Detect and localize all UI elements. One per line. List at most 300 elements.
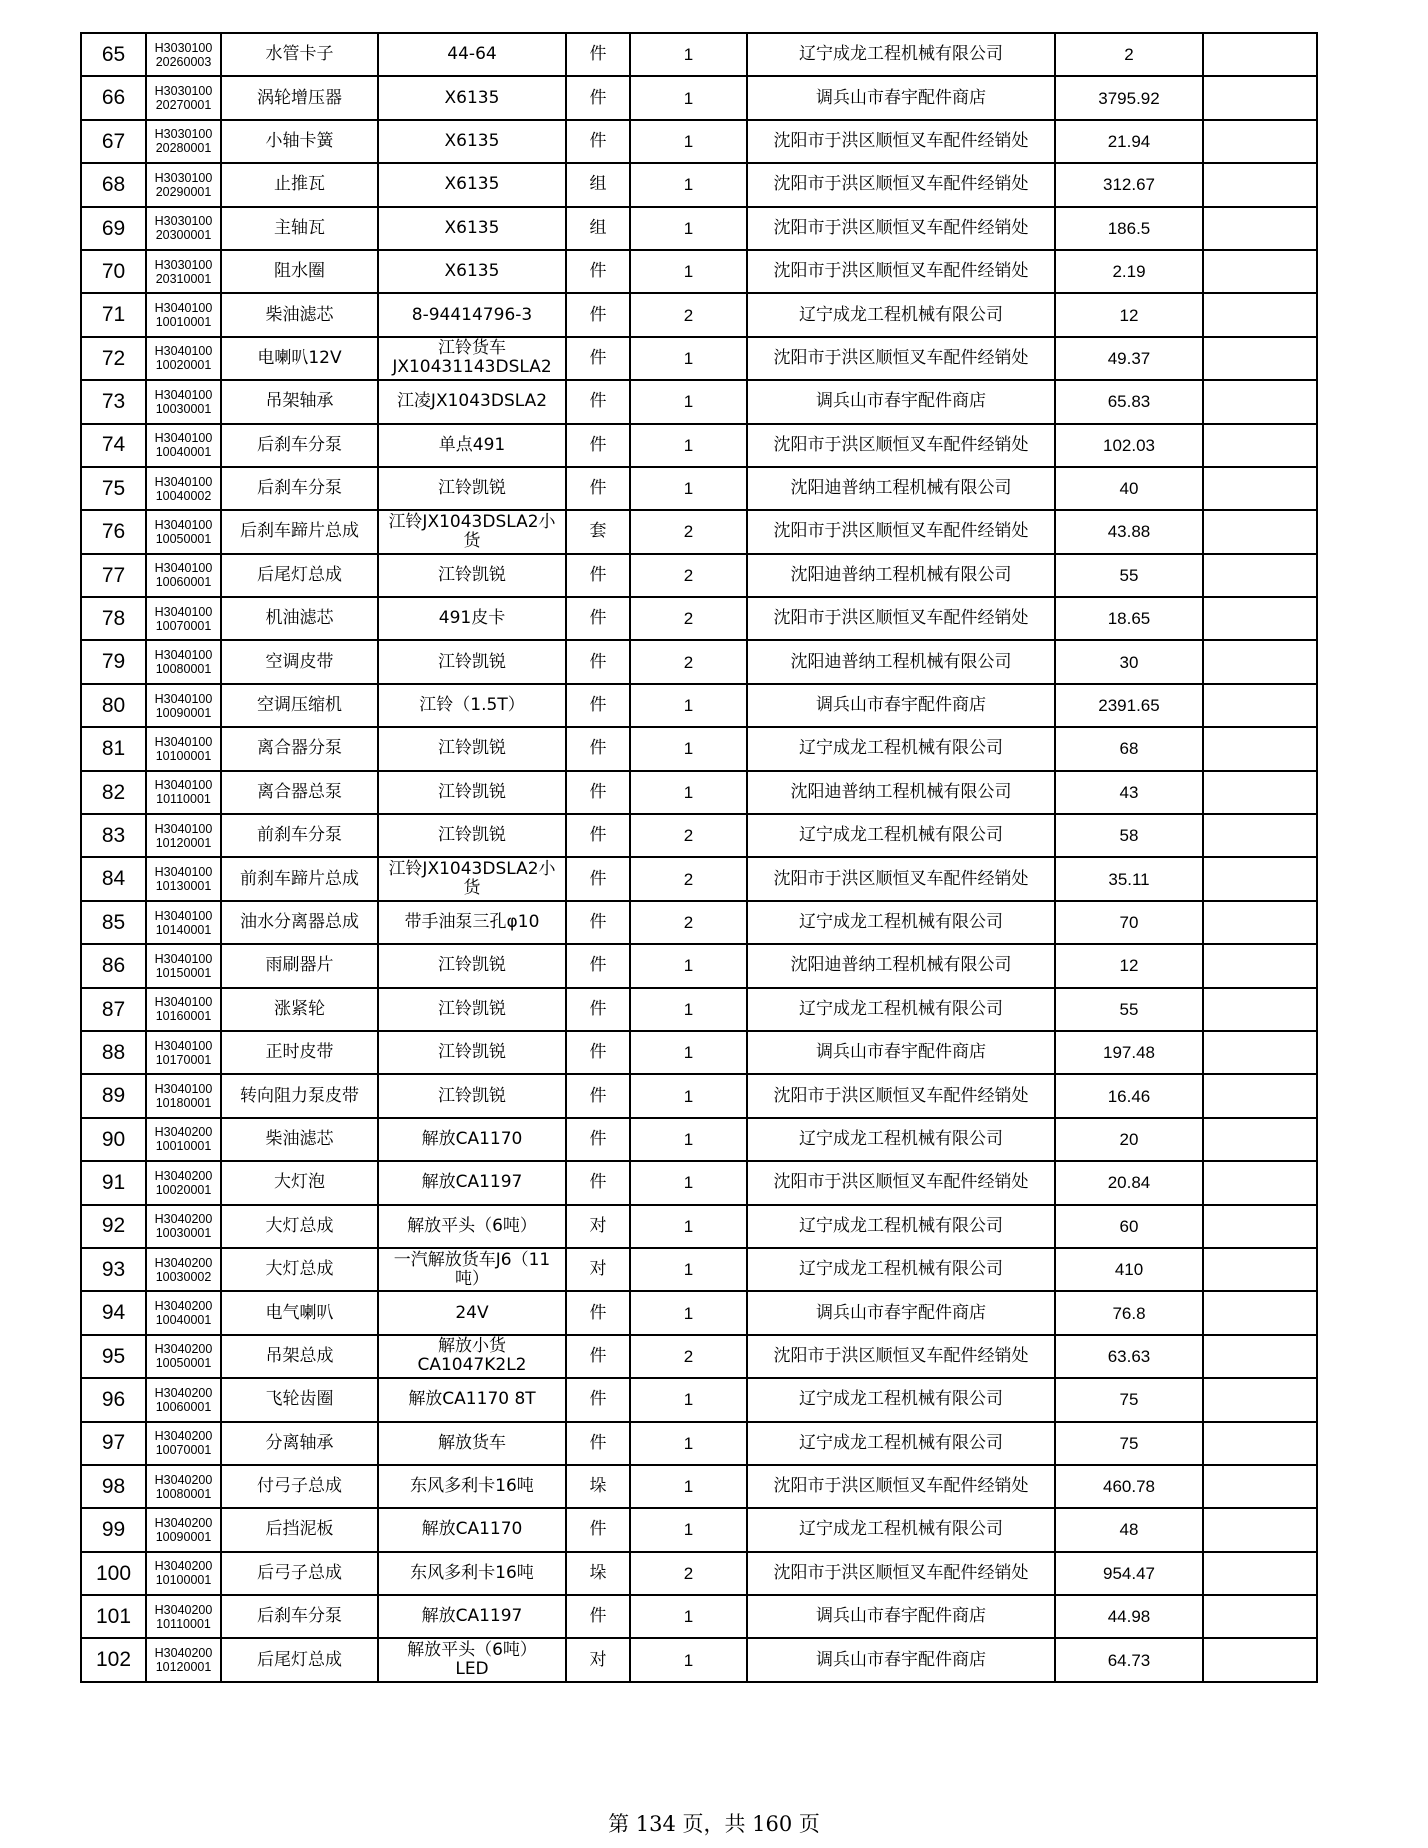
item-spec-cell: 江铃凯锐 (378, 1031, 566, 1074)
unit-price-cell: 55 (1055, 988, 1203, 1031)
supplier-name-cell: 沈阳市于洪区顺恒叉车配件经销处 (747, 1161, 1055, 1204)
item-name-cell: 飞轮齿圈 (221, 1378, 378, 1421)
supplier-name-cell: 辽宁成龙工程机械有限公司 (747, 1508, 1055, 1551)
row-number-cell: 89 (81, 1074, 146, 1117)
item-spec-cell: X6135 (378, 250, 566, 293)
item-name-cell: 空调压缩机 (221, 684, 378, 727)
supplier-name-cell: 沈阳市于洪区顺恒叉车配件经销处 (747, 1465, 1055, 1508)
item-spec-cell: 8-94414796-3 (378, 293, 566, 336)
table-row (81, 1074, 1317, 1117)
item-name-cell: 后尾灯总成 (221, 554, 378, 597)
supplier-name-cell: 调兵山市春宇配件商店 (747, 1638, 1055, 1681)
item-code-cell: H3040200 10010001 (146, 1118, 221, 1161)
item-unit-cell: 件 (566, 944, 630, 987)
item-name-cell: 大灯总成 (221, 1248, 378, 1291)
item-quantity-cell: 1 (630, 424, 747, 467)
unit-price-cell: 197.48 (1055, 1031, 1203, 1074)
item-name-cell: 柴油滤芯 (221, 293, 378, 336)
item-code-cell: H3040100 10160001 (146, 988, 221, 1031)
item-spec-cell: 491皮卡 (378, 597, 566, 640)
row-number-cell: 65 (81, 33, 146, 76)
item-name-cell: 电气喇叭 (221, 1291, 378, 1334)
item-quantity-cell: 1 (630, 250, 747, 293)
row-number-cell: 91 (81, 1161, 146, 1204)
row-number-cell: 92 (81, 1205, 146, 1248)
remark-cell (1203, 1508, 1317, 1551)
row-number-cell: 73 (81, 380, 146, 423)
unit-price-cell: 3795.92 (1055, 76, 1203, 119)
item-code-cell: H3030100 20270001 (146, 76, 221, 119)
item-quantity-cell: 1 (630, 1378, 747, 1421)
supplier-name-cell: 沈阳迪普纳工程机械有限公司 (747, 640, 1055, 683)
table-row (81, 1118, 1317, 1161)
row-number-cell: 74 (81, 424, 146, 467)
item-name-cell: 吊架轴承 (221, 380, 378, 423)
item-unit-cell: 组 (566, 163, 630, 206)
row-number-cell: 70 (81, 250, 146, 293)
item-unit-cell: 垛 (566, 1465, 630, 1508)
supplier-name-cell: 辽宁成龙工程机械有限公司 (747, 727, 1055, 770)
unit-price-cell: 18.65 (1055, 597, 1203, 640)
supplier-name-cell: 辽宁成龙工程机械有限公司 (747, 988, 1055, 1031)
row-number-cell: 96 (81, 1378, 146, 1421)
item-name-cell: 大灯泡 (221, 1161, 378, 1204)
remark-cell (1203, 1595, 1317, 1638)
remark-cell (1203, 510, 1317, 553)
item-unit-cell: 件 (566, 554, 630, 597)
item-spec-cell: 江铃凯锐 (378, 1074, 566, 1117)
item-quantity-cell: 1 (630, 988, 747, 1031)
item-spec-cell: 江铃凯锐 (378, 944, 566, 987)
item-unit-cell: 件 (566, 1595, 630, 1638)
remark-cell (1203, 554, 1317, 597)
table-row (81, 1031, 1317, 1074)
remark-cell (1203, 163, 1317, 206)
remark-cell (1203, 771, 1317, 814)
row-number-cell: 83 (81, 814, 146, 857)
item-spec-cell: 江铃凯锐 (378, 988, 566, 1031)
unit-price-cell: 954.47 (1055, 1552, 1203, 1595)
item-code-cell: H3040100 10070001 (146, 597, 221, 640)
item-code-cell: H3040200 10090001 (146, 1508, 221, 1551)
unit-price-cell: 43.88 (1055, 510, 1203, 553)
item-name-cell: 止推瓦 (221, 163, 378, 206)
item-unit-cell: 件 (566, 1422, 630, 1465)
item-unit-cell: 套 (566, 510, 630, 553)
supplier-name-cell: 沈阳市于洪区顺恒叉车配件经销处 (747, 510, 1055, 553)
remark-cell (1203, 727, 1317, 770)
table-row (81, 1378, 1317, 1421)
supplier-name-cell: 沈阳市于洪区顺恒叉车配件经销处 (747, 1074, 1055, 1117)
table-row (81, 1465, 1317, 1508)
table-row (81, 250, 1317, 293)
item-name-cell: 离合器总泵 (221, 771, 378, 814)
table-row (81, 944, 1317, 987)
item-code-cell: H3040200 10050001 (146, 1335, 221, 1378)
item-quantity-cell: 1 (630, 380, 747, 423)
item-unit-cell: 件 (566, 1335, 630, 1378)
item-spec-cell: 江铃货车 JX10431143DSLA2 (378, 337, 566, 380)
unit-price-cell: 48 (1055, 1508, 1203, 1551)
row-number-cell: 78 (81, 597, 146, 640)
item-name-cell: 电喇叭12V (221, 337, 378, 380)
item-quantity-cell: 1 (630, 337, 747, 380)
item-unit-cell: 件 (566, 597, 630, 640)
remark-cell (1203, 857, 1317, 900)
item-name-cell: 前刹车分泵 (221, 814, 378, 857)
unit-price-cell: 68 (1055, 727, 1203, 770)
item-spec-cell: X6135 (378, 207, 566, 250)
item-unit-cell: 件 (566, 988, 630, 1031)
supplier-name-cell: 调兵山市春宇配件商店 (747, 684, 1055, 727)
item-quantity-cell: 1 (630, 1161, 747, 1204)
item-quantity-cell: 2 (630, 597, 747, 640)
item-code-cell: H3040100 10010001 (146, 293, 221, 336)
item-code-cell: H3040200 10040001 (146, 1291, 221, 1334)
item-unit-cell: 件 (566, 727, 630, 770)
remark-cell (1203, 337, 1317, 380)
supplier-name-cell: 沈阳市于洪区顺恒叉车配件经销处 (747, 597, 1055, 640)
supplier-name-cell: 沈阳市于洪区顺恒叉车配件经销处 (747, 163, 1055, 206)
supplier-name-cell: 辽宁成龙工程机械有限公司 (747, 814, 1055, 857)
supplier-name-cell: 沈阳市于洪区顺恒叉车配件经销处 (747, 424, 1055, 467)
item-name-cell: 柴油滤芯 (221, 1118, 378, 1161)
remark-cell (1203, 901, 1317, 944)
table-row (81, 337, 1317, 380)
unit-price-cell: 186.5 (1055, 207, 1203, 250)
remark-cell (1203, 467, 1317, 510)
item-quantity-cell: 1 (630, 207, 747, 250)
item-name-cell: 前刹车蹄片总成 (221, 857, 378, 900)
item-spec-cell: X6135 (378, 76, 566, 119)
item-name-cell: 涨紧轮 (221, 988, 378, 1031)
table-row (81, 1595, 1317, 1638)
item-quantity-cell: 1 (630, 1205, 747, 1248)
item-unit-cell: 件 (566, 76, 630, 119)
table-row (81, 1422, 1317, 1465)
supplier-name-cell: 沈阳迪普纳工程机械有限公司 (747, 944, 1055, 987)
item-spec-cell: 单点491 (378, 424, 566, 467)
item-code-cell: H3040100 10080001 (146, 640, 221, 683)
item-name-cell: 小轴卡簧 (221, 120, 378, 163)
item-quantity-cell: 2 (630, 857, 747, 900)
item-quantity-cell: 1 (630, 1508, 747, 1551)
row-number-cell: 88 (81, 1031, 146, 1074)
supplier-name-cell: 辽宁成龙工程机械有限公司 (747, 1248, 1055, 1291)
supplier-name-cell: 调兵山市春宇配件商店 (747, 1031, 1055, 1074)
table-row (81, 510, 1317, 553)
item-spec-cell: 带手油泵三孔φ10 (378, 901, 566, 944)
table-row (81, 597, 1317, 640)
item-spec-cell: X6135 (378, 163, 566, 206)
table-row (81, 424, 1317, 467)
supplier-name-cell: 调兵山市春宇配件商店 (747, 1291, 1055, 1334)
remark-cell (1203, 944, 1317, 987)
item-code-cell: H3030100 20300001 (146, 207, 221, 250)
table-row (81, 33, 1317, 76)
item-unit-cell: 件 (566, 250, 630, 293)
unit-price-cell: 40 (1055, 467, 1203, 510)
item-spec-cell: 江铃凯锐 (378, 640, 566, 683)
item-code-cell: H3030100 20290001 (146, 163, 221, 206)
item-quantity-cell: 2 (630, 510, 747, 553)
item-unit-cell: 件 (566, 1378, 630, 1421)
item-quantity-cell: 1 (630, 727, 747, 770)
item-spec-cell: 江铃凯锐 (378, 814, 566, 857)
remark-cell (1203, 1074, 1317, 1117)
item-quantity-cell: 1 (630, 1291, 747, 1334)
item-quantity-cell: 1 (630, 684, 747, 727)
item-unit-cell: 件 (566, 814, 630, 857)
unit-price-cell: 65.83 (1055, 380, 1203, 423)
item-quantity-cell: 1 (630, 1465, 747, 1508)
table-body (81, 33, 1317, 1682)
item-name-cell: 付弓子总成 (221, 1465, 378, 1508)
item-code-cell: H3040100 10050001 (146, 510, 221, 553)
supplier-name-cell: 沈阳市于洪区顺恒叉车配件经销处 (747, 1552, 1055, 1595)
item-name-cell: 后挡泥板 (221, 1508, 378, 1551)
item-code-cell: H3040100 10100001 (146, 727, 221, 770)
table-row (81, 1205, 1317, 1248)
item-quantity-cell: 2 (630, 640, 747, 683)
table-row (81, 1335, 1317, 1378)
item-name-cell: 雨刷器片 (221, 944, 378, 987)
item-unit-cell: 件 (566, 120, 630, 163)
item-spec-cell: 解放小货 CA1047K2L2 (378, 1335, 566, 1378)
remark-cell (1203, 1422, 1317, 1465)
unit-price-cell: 64.73 (1055, 1638, 1203, 1681)
supplier-name-cell: 沈阳迪普纳工程机械有限公司 (747, 467, 1055, 510)
item-spec-cell: X6135 (378, 120, 566, 163)
item-code-cell: H3040200 10020001 (146, 1161, 221, 1204)
table-row (81, 727, 1317, 770)
item-quantity-cell: 1 (630, 944, 747, 987)
item-spec-cell: 江凌JX1043DSLA2 (378, 380, 566, 423)
remark-cell (1203, 684, 1317, 727)
unit-price-cell: 20 (1055, 1118, 1203, 1161)
remark-cell (1203, 1378, 1317, 1421)
supplier-name-cell: 调兵山市春宇配件商店 (747, 76, 1055, 119)
item-quantity-cell: 2 (630, 1552, 747, 1595)
unit-price-cell: 44.98 (1055, 1595, 1203, 1638)
table-row (81, 1552, 1317, 1595)
item-spec-cell: 解放平头（6吨） LED (378, 1638, 566, 1681)
item-code-cell: H3040200 10100001 (146, 1552, 221, 1595)
item-spec-cell: 解放CA1197 (378, 1595, 566, 1638)
unit-price-cell: 102.03 (1055, 424, 1203, 467)
item-unit-cell: 件 (566, 901, 630, 944)
item-code-cell: H3040100 10170001 (146, 1031, 221, 1074)
table-row (81, 1291, 1317, 1334)
remark-cell (1203, 1335, 1317, 1378)
item-quantity-cell: 1 (630, 1248, 747, 1291)
item-unit-cell: 对 (566, 1248, 630, 1291)
item-code-cell: H3040100 10140001 (146, 901, 221, 944)
row-number-cell: 79 (81, 640, 146, 683)
unit-price-cell: 12 (1055, 293, 1203, 336)
parts-table (80, 32, 1318, 1683)
table-row (81, 467, 1317, 510)
table-row (81, 293, 1317, 336)
item-code-cell: H3040100 10130001 (146, 857, 221, 900)
item-code-cell: H3040200 10060001 (146, 1378, 221, 1421)
item-unit-cell: 件 (566, 1508, 630, 1551)
table-row (81, 901, 1317, 944)
remark-cell (1203, 814, 1317, 857)
row-number-cell: 97 (81, 1422, 146, 1465)
unit-price-cell: 410 (1055, 1248, 1203, 1291)
row-number-cell: 72 (81, 337, 146, 380)
supplier-name-cell: 辽宁成龙工程机械有限公司 (747, 1205, 1055, 1248)
remark-cell (1203, 1552, 1317, 1595)
item-code-cell: H3040100 10060001 (146, 554, 221, 597)
table-row (81, 814, 1317, 857)
table-row (81, 857, 1317, 900)
item-spec-cell: 一汽解放货车J6（11 吨） (378, 1248, 566, 1291)
unit-price-cell: 312.67 (1055, 163, 1203, 206)
row-number-cell: 87 (81, 988, 146, 1031)
item-name-cell: 空调皮带 (221, 640, 378, 683)
item-code-cell: H3040200 10070001 (146, 1422, 221, 1465)
supplier-name-cell: 辽宁成龙工程机械有限公司 (747, 1422, 1055, 1465)
unit-price-cell: 60 (1055, 1205, 1203, 1248)
remark-cell (1203, 120, 1317, 163)
item-spec-cell: 解放CA1197 (378, 1161, 566, 1204)
item-code-cell: H3040200 10080001 (146, 1465, 221, 1508)
remark-cell (1203, 1161, 1317, 1204)
item-quantity-cell: 1 (630, 1031, 747, 1074)
item-unit-cell: 件 (566, 1031, 630, 1074)
item-quantity-cell: 1 (630, 33, 747, 76)
unit-price-cell: 63.63 (1055, 1335, 1203, 1378)
remark-cell (1203, 380, 1317, 423)
item-spec-cell: 解放CA1170 8T (378, 1378, 566, 1421)
item-code-cell: H3040100 10150001 (146, 944, 221, 987)
row-number-cell: 101 (81, 1595, 146, 1638)
row-number-cell: 67 (81, 120, 146, 163)
item-spec-cell: 江铃凯锐 (378, 771, 566, 814)
row-number-cell: 75 (81, 467, 146, 510)
table-row (81, 76, 1317, 119)
item-code-cell: H3040200 10110001 (146, 1595, 221, 1638)
item-code-cell: H3040100 10040001 (146, 424, 221, 467)
item-name-cell: 后刹车分泵 (221, 1595, 378, 1638)
item-name-cell: 机油滤芯 (221, 597, 378, 640)
unit-price-cell: 20.84 (1055, 1161, 1203, 1204)
item-unit-cell: 件 (566, 857, 630, 900)
item-unit-cell: 件 (566, 380, 630, 423)
table-row (81, 684, 1317, 727)
item-name-cell: 分离轴承 (221, 1422, 378, 1465)
unit-price-cell: 35.11 (1055, 857, 1203, 900)
item-code-cell: H3030100 20280001 (146, 120, 221, 163)
item-code-cell: H3030100 20310001 (146, 250, 221, 293)
unit-price-cell: 12 (1055, 944, 1203, 987)
unit-price-cell: 30 (1055, 640, 1203, 683)
unit-price-cell: 49.37 (1055, 337, 1203, 380)
item-quantity-cell: 1 (630, 1595, 747, 1638)
item-code-cell: H3040100 10110001 (146, 771, 221, 814)
item-name-cell: 后刹车蹄片总成 (221, 510, 378, 553)
supplier-name-cell: 调兵山市春宇配件商店 (747, 380, 1055, 423)
item-spec-cell: 44-64 (378, 33, 566, 76)
item-code-cell: H3040100 10120001 (146, 814, 221, 857)
item-name-cell: 后刹车分泵 (221, 467, 378, 510)
item-spec-cell: 东风多利卡16吨 (378, 1465, 566, 1508)
table-row (81, 207, 1317, 250)
supplier-name-cell: 辽宁成龙工程机械有限公司 (747, 1118, 1055, 1161)
item-unit-cell: 垛 (566, 1552, 630, 1595)
supplier-name-cell: 辽宁成龙工程机械有限公司 (747, 293, 1055, 336)
table-row (81, 1638, 1317, 1681)
item-spec-cell: 江铃凯锐 (378, 554, 566, 597)
unit-price-cell: 58 (1055, 814, 1203, 857)
row-number-cell: 90 (81, 1118, 146, 1161)
remark-cell (1203, 76, 1317, 119)
item-quantity-cell: 1 (630, 467, 747, 510)
row-number-cell: 85 (81, 901, 146, 944)
item-name-cell: 油水分离器总成 (221, 901, 378, 944)
unit-price-cell: 55 (1055, 554, 1203, 597)
row-number-cell: 84 (81, 857, 146, 900)
item-quantity-cell: 1 (630, 1638, 747, 1681)
supplier-name-cell: 沈阳迪普纳工程机械有限公司 (747, 554, 1055, 597)
item-code-cell: H3040200 10030002 (146, 1248, 221, 1291)
remark-cell (1203, 1291, 1317, 1334)
item-spec-cell: 东风多利卡16吨 (378, 1552, 566, 1595)
supplier-name-cell: 沈阳迪普纳工程机械有限公司 (747, 771, 1055, 814)
supplier-name-cell: 辽宁成龙工程机械有限公司 (747, 901, 1055, 944)
item-name-cell: 后弓子总成 (221, 1552, 378, 1595)
item-code-cell: H3040200 10120001 (146, 1638, 221, 1681)
item-quantity-cell: 1 (630, 76, 747, 119)
table-row (81, 120, 1317, 163)
table-row (81, 554, 1317, 597)
supplier-name-cell: 辽宁成龙工程机械有限公司 (747, 1378, 1055, 1421)
item-name-cell: 水管卡子 (221, 33, 378, 76)
item-spec-cell: 24V (378, 1291, 566, 1334)
item-code-cell: H3040100 10040002 (146, 467, 221, 510)
supplier-name-cell: 辽宁成龙工程机械有限公司 (747, 33, 1055, 76)
item-name-cell: 正时皮带 (221, 1031, 378, 1074)
item-code-cell: H3040100 10090001 (146, 684, 221, 727)
remark-cell (1203, 1638, 1317, 1681)
item-unit-cell: 件 (566, 640, 630, 683)
supplier-name-cell: 沈阳市于洪区顺恒叉车配件经销处 (747, 857, 1055, 900)
supplier-name-cell: 沈阳市于洪区顺恒叉车配件经销处 (747, 337, 1055, 380)
table-row (81, 380, 1317, 423)
row-number-cell: 80 (81, 684, 146, 727)
remark-cell (1203, 293, 1317, 336)
unit-price-cell: 2.19 (1055, 250, 1203, 293)
item-name-cell: 吊架总成 (221, 1335, 378, 1378)
page-number: 第 134 页，共 160 页 (608, 1812, 820, 1836)
item-unit-cell: 件 (566, 467, 630, 510)
item-unit-cell: 件 (566, 337, 630, 380)
row-number-cell: 86 (81, 944, 146, 987)
table-row (81, 640, 1317, 683)
row-number-cell: 69 (81, 207, 146, 250)
row-number-cell: 82 (81, 771, 146, 814)
item-name-cell: 离合器分泵 (221, 727, 378, 770)
item-quantity-cell: 1 (630, 120, 747, 163)
table-row (81, 1508, 1317, 1551)
unit-price-cell: 460.78 (1055, 1465, 1203, 1508)
item-name-cell: 阻水圈 (221, 250, 378, 293)
table-row (81, 1248, 1317, 1291)
item-spec-cell: 解放CA1170 (378, 1118, 566, 1161)
remark-cell (1203, 597, 1317, 640)
